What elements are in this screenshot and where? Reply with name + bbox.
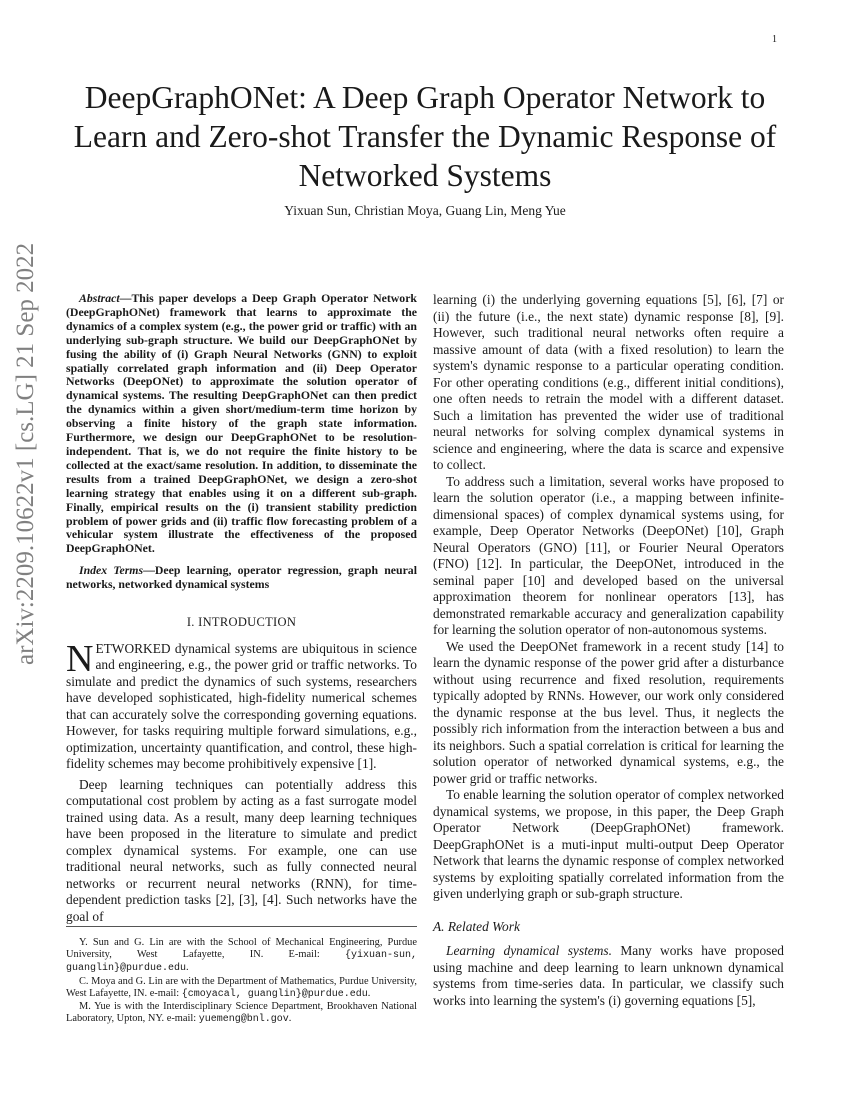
right-paragraph-2: To address such a limitation, several works have proposed to learn the solution operator (i.e., a mapping between infinite-dimensional spaces) of complex dynamical systems using, for example, Deep Operator Networks (DeepONet) [10], Graph Neural Operators (GNO) [11], or Fourier Neural Operators (FNO) [12]. In particular, the DeepONet, introduced in the seminal paper [10] and developed based on the universal approximation theorem for nonlinear operators [13], has demonstrated remarkable accuracy and generalization capability for learning the solution operator of non-autonomous systems. <box>433 473 784 637</box>
right-paragraph-3: We used the DeepONet framework in a recent study [14] to learn the dynamic response of the power grid after a disturbance without using recurrence and fixed resolution, requirements typically adopted by RNNs. However, our work only considered the dynamic response at the bus level. Thus, it neglects the possibly rich information from the interaction between a bus and its neighbors. Such a spatial correlation is critical for learning the solution operator of networked dynamical systems, e.g., the power grid or traffic networks. <box>433 638 784 786</box>
author-list: Yixuan Sun, Christian Moya, Guang Lin, Meng Yue <box>284 203 566 218</box>
footnote-1-text: Y. Sun and G. Lin are with the School of Mechanical Engineering, Purdue University, West Lafayette, IN. E-mail: <box>66 937 417 961</box>
index-terms <box>66 564 417 592</box>
footnote-3 <box>66 1001 417 1026</box>
right-paragraph-1: learning (i) the underlying governing equations [5], [6], [7] or (ii) the future (i.e., the next state) dynamic response [8], [9]. However, such traditional neural networks often require a massive amount of data (with a fixed resolution) to learn the system's dynamic response to a particular operating condition. For other operating conditions (e.g., different initial conditions), one often needs to retrain the model with a different dataset. Such a limitation has prevented the wider use of traditional neural networks for solving complex dynamical systems in science and engineering, where the data is scarce and expensive to collect. <box>433 292 784 472</box>
index-terms-label: Index Terms <box>79 563 144 578</box>
footnotes <box>66 926 417 1026</box>
paper-title: DeepGraphONet: A Deep Graph Operator Network to Learn and Zero-shot Transfer the Dynamic Response of Networked Systems <box>73 80 777 193</box>
left-column <box>66 292 417 925</box>
footnote-1-end: . <box>186 962 189 974</box>
intro-paragraph-2: Deep learning techniques can potentially address this computational cost problem by acting as a fast surrogate model trained using data. As a result, many deep learning techniques have been proposed in the literature to simulate and predict complex dynamical systems. For example, one can use traditional neural networks, such as fully connected neural networks or recurrent neural networks (RNN), for time-dependent prediction tasks [2], [3], [4]. Such networks have the goal of <box>66 776 417 924</box>
abstract <box>66 292 417 556</box>
page-number: 1 <box>772 34 777 45</box>
index-terms-text: —Deep learning, operator regression, graph neural networks, networked dynamical systems <box>66 563 417 592</box>
intro-paragraph-1-text: ETWORKED dynamical systems are ubiquitous in science and engineering, e.g., the power grid or traffic networks. To simulate and predict the dynamics of such systems, researchers have developed sophisticated, high-fidelity numerical schemes that can accurately solve the corresponding governing equations. However, for tasks requiring multiple forward simulations, e.g., optimization, uncertainty quantification, and control, these high-fidelity schemes may become prohibitively expensive [1]. <box>66 640 417 772</box>
footnote-3-email[interactable]: yuemeng@bnl.gov <box>198 1014 289 1026</box>
arxiv-stamp: arXiv:2209.10622v1 [cs.LG] 21 Sep 2022 <box>12 242 39 665</box>
footnote-1 <box>66 937 417 976</box>
abstract-text: —This paper develops a Deep Graph Operator Network (DeepGraphONet) framework that learns to approximate the dynamics of a complex system (e.g., the power grid or traffic) with an underlying sub-graph structure. We build our DeepGraphONet by fusing the ability of (i) Graph Neural Networks (GNN) to exploit spatially correlated graph information and (ii) Deep Operator Networks (DeepONet) to approximate the solution operator of dynamical systems. The resulting DeepGraphONet can then predict the dynamics within a given short/medium-term time horizon by observing a finite history of the graph state information. Furthermore, we design our DeepGraphONet to be resolution-independent. That is, we do not require the finite history to be collected at the exact/same resolution. In addition, to disseminate the results from a trained DeepGraphONet, we design a zero-shot learning strategy that enables using it on a different sub-graph. Finally, empirical results on the (i) transient stability prediction problem of power grids and (ii) traffic flow forecasting problem of a vehicular system illustrate the effectiveness of the proposed DeepGraphONet. <box>66 291 417 556</box>
right-column <box>433 292 784 1009</box>
subsection-heading-related-work: A. Related Work <box>433 918 520 934</box>
footnote-2-email[interactable]: {cmoyacal, guanglin}@purdue.edu <box>181 988 368 1000</box>
footnote-2-text: C. Moya and G. Lin are with the Department of Mathematics, Purdue University, West Lafayette, IN. e-mail: <box>66 975 417 999</box>
section-heading-introduction: I. INTRODUCTION <box>186 615 297 630</box>
related-work-lead: Learning dynamical systems. <box>446 943 612 958</box>
intro-paragraph-1 <box>66 637 417 773</box>
footnote-3-text: M. Yue is with the Interdisciplinary Science Department, Brookhaven National Laboratory, Upton, NY. e-mail: <box>66 1001 417 1025</box>
related-work-paragraph <box>433 943 784 1009</box>
drop-cap: N <box>66 637 94 680</box>
footnote-1-email[interactable]: {yixuan-sun, guanglin}@purdue.edu <box>66 950 417 975</box>
footnote-3-end: . <box>288 1013 292 1025</box>
right-paragraph-4: To enable learning the solution operator of complex networked dynamical systems, we propose, in this paper, the Deep Graph Operator Network (DeepGraphONet) framework. DeepGraphONet is a muti-input multi-output Deep Operator Network that learns the dynamic response of complex networked systems by exploiting spatially correlated information from the given underlying graph or sub-graph structure. <box>433 787 784 901</box>
footnote-2 <box>66 976 417 1001</box>
footnote-2-end: . <box>367 987 371 999</box>
abstract-label: Abstract <box>79 291 120 305</box>
related-work-text: Many works have proposed using machine and deep learning to learn unknown dynamical systems from time-series data. In particular, we classify such works into learning the system's (i) governing equations [5], <box>433 943 784 1008</box>
